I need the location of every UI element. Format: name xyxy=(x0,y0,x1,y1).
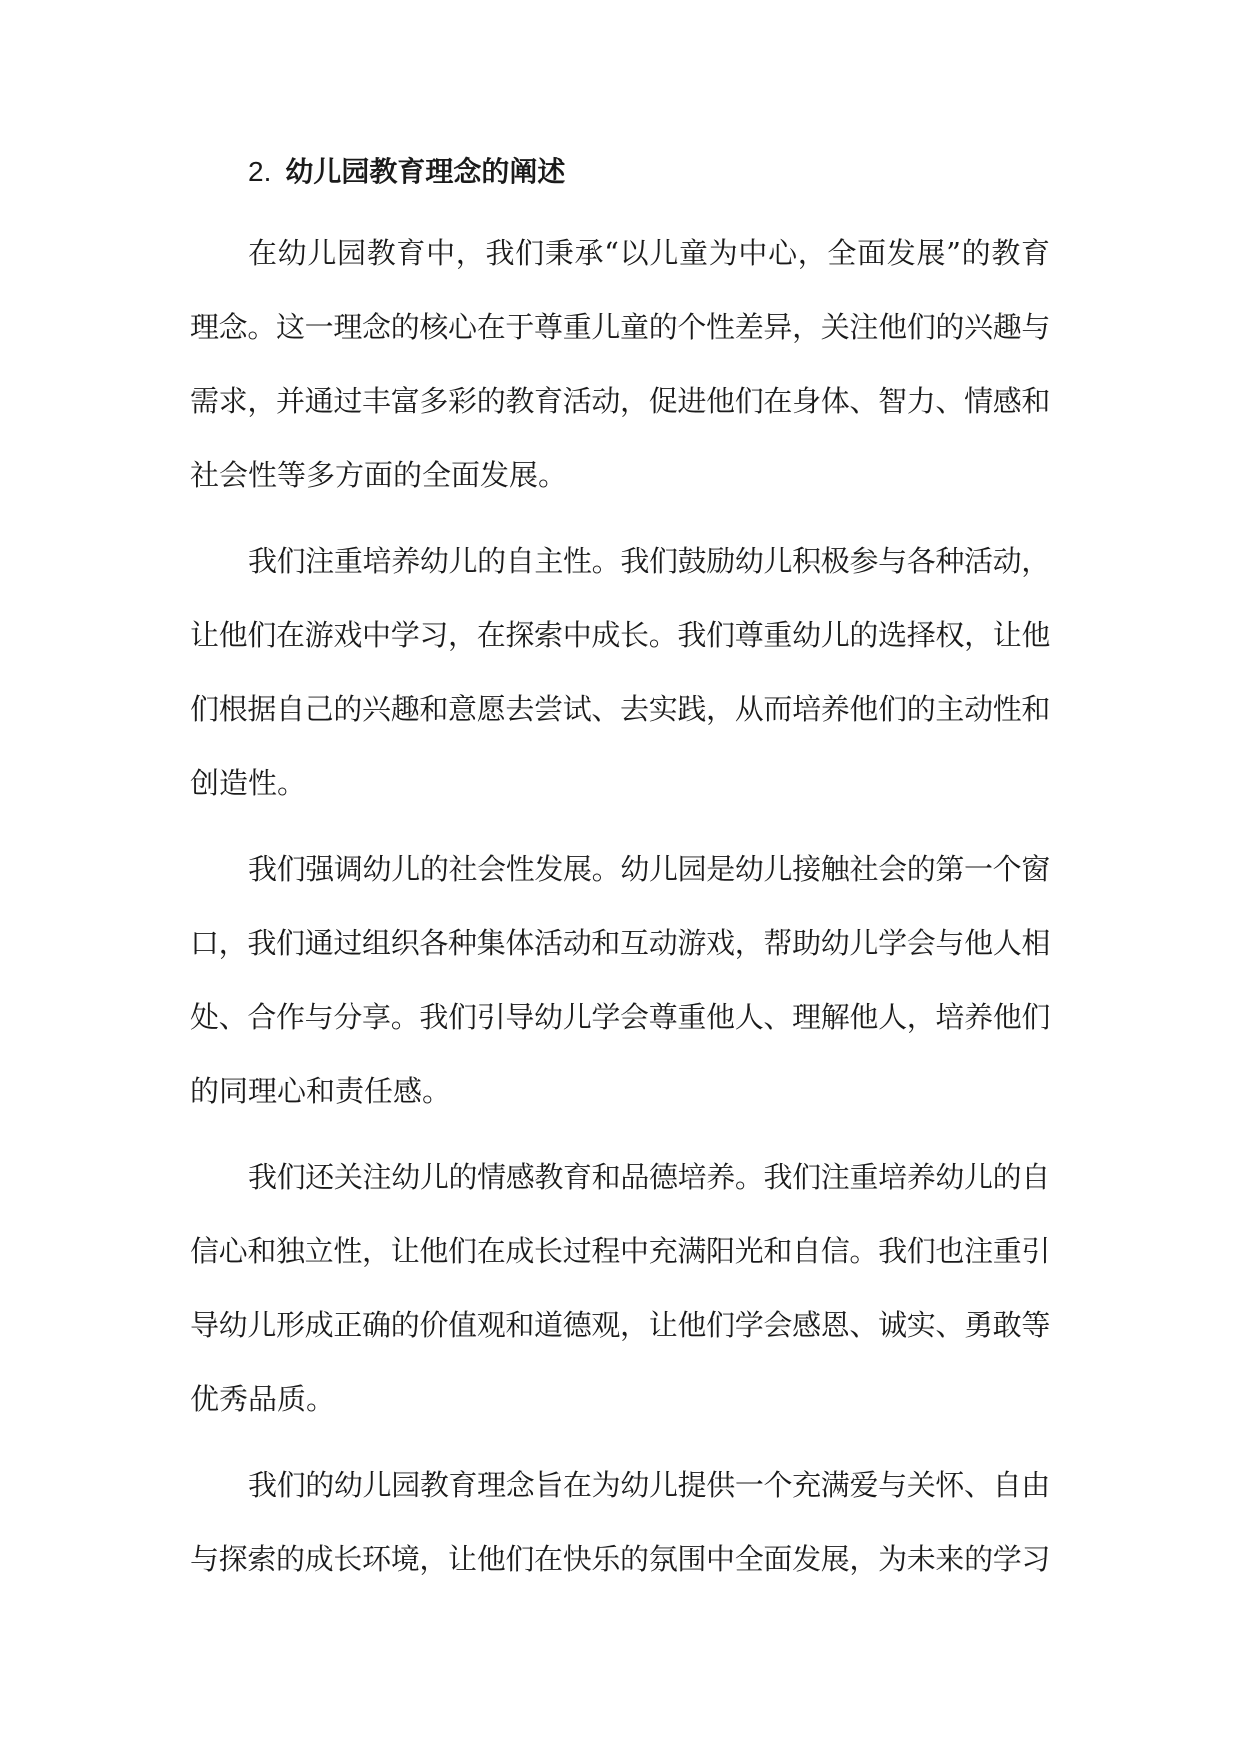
text-line: 的同理心和责任感。 xyxy=(190,1074,452,1108)
text-line: 信心和独立性，让他们在成长过程中充满阳光和自信。我们也注重引 xyxy=(190,1234,1051,1268)
text-line: 处、合作与分享。我们引导幼儿学会尊重他人、理解他人，培养他们 xyxy=(190,1000,1051,1034)
text-line: 与探索的成长环境，让他们在快乐的氛围中全面发展，为未来的学习 xyxy=(190,1542,1051,1576)
text-line: 我们的幼儿园教育理念旨在为幼儿提供一个充满爱与关怀、自由 xyxy=(248,1468,1050,1502)
text-line: 口，我们通过组织各种集体活动和互动游戏，帮助幼儿学会与他人相 xyxy=(190,926,1051,960)
paragraph-3 xyxy=(190,832,1050,1128)
section-title: 幼儿园教育理念的阐述 xyxy=(285,155,566,188)
section-heading xyxy=(190,152,1050,192)
text-line: 在幼儿园教育中，我们秉承“以儿童为中心，全面发展”的教育 xyxy=(248,236,1051,270)
paragraph-4 xyxy=(190,1140,1050,1436)
text-line: 我们还关注幼儿的情感教育和品德培养。我们注重培养幼儿的自 xyxy=(248,1160,1050,1194)
text-line: 导幼儿形成正确的价值观和道德观，让他们学会感恩、诚实、勇敢等 xyxy=(190,1308,1051,1342)
text-line: 优秀品质。 xyxy=(190,1382,336,1416)
text-line: 让他们在游戏中学习，在探索中成长。我们尊重幼儿的选择权，让他 xyxy=(190,618,1051,652)
text-line: 创造性。 xyxy=(190,766,307,800)
text-line: 需求，并通过丰富多彩的教育活动，促进他们在身体、智力、情感和 xyxy=(190,384,1051,418)
paragraph-1 xyxy=(190,216,1050,512)
section-number: 2. xyxy=(248,156,272,187)
text-line: 我们注重培养幼儿的自主性。我们鼓励幼儿积极参与各种活动， xyxy=(248,544,1050,578)
paragraph-5 xyxy=(190,1448,1050,1596)
document-page xyxy=(190,152,1050,1608)
paragraph-2 xyxy=(190,524,1050,820)
text-line: 我们强调幼儿的社会性发展。幼儿园是幼儿接触社会的第一个窗 xyxy=(248,852,1050,886)
text-line: 们根据自己的兴趣和意愿去尝试、去实践，从而培养他们的主动性和 xyxy=(190,692,1051,726)
text-line: 理念。这一理念的核心在于尊重儿童的个性差异，关注他们的兴趣与 xyxy=(190,310,1051,344)
text-line: 社会性等多方面的全面发展。 xyxy=(190,458,568,492)
